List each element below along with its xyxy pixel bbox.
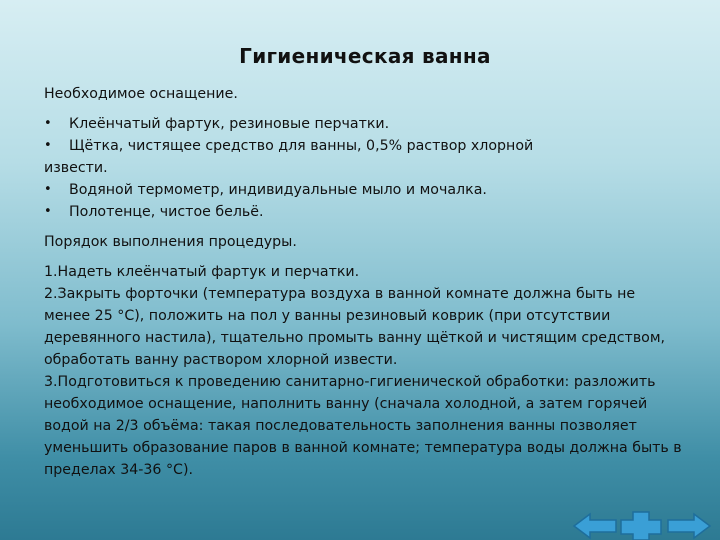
equipment-item bbox=[44, 179, 684, 201]
equipment-item-text: Клеёнчатый фартук, резиновые перчатки. bbox=[69, 116, 390, 132]
bullet-icon: • bbox=[44, 182, 52, 197]
slide-content bbox=[44, 83, 684, 481]
equipment-heading: Необходимое оснащение. bbox=[44, 86, 238, 102]
procedure-heading: Порядок выполнения процедуры. bbox=[44, 234, 297, 250]
equipment-item-text: Водяной термометр, индивидуальные мыло и мочалка. bbox=[69, 182, 487, 198]
bullet-icon: • bbox=[44, 204, 52, 219]
procedure-step: 1.Надеть клеёнчатый фартук и перчатки. bbox=[44, 264, 360, 280]
right-arrow-icon[interactable] bbox=[664, 510, 712, 540]
procedure-step: 3.Подготовиться к проведению санитарно-гигиенической обработки: разложить необходимое оснащение, наполнить ванну (сначала холодной, а затем горячей водой на 2/3 объёма: такая последовательность заполнения ванны позволяет уменьшить образование паров в ванной комнате; температура воды должна быть в пределах 34-36 °С). bbox=[44, 374, 682, 478]
procedure-step: 2.Закрыть форточки (температура воздуха в ванной комнате должна быть не менее 25 °С), положить на пол у ванны резиновый коврик (при отсутствии деревянного настила), тщательно промыть ванну щёткой и чистящим средством, обработать ванну раствором хлорной извести. bbox=[44, 286, 666, 368]
left-arrow-icon[interactable] bbox=[572, 510, 620, 540]
bullet-icon: • bbox=[44, 116, 52, 131]
navigation-bar bbox=[570, 510, 720, 540]
equipment-item bbox=[44, 201, 684, 223]
plus-home-icon[interactable] bbox=[617, 510, 665, 540]
equipment-item-continuation: извести. bbox=[44, 160, 108, 176]
equipment-item bbox=[44, 135, 684, 157]
equipment-item bbox=[44, 113, 684, 135]
slide-title: Гигиеническая ванна bbox=[239, 44, 491, 68]
bullet-icon: • bbox=[44, 138, 52, 153]
equipment-item-text: Полотенце, чистое бельё. bbox=[69, 204, 264, 220]
equipment-item-text: Щётка, чистящее средство для ванны, 0,5% раствор хлорной bbox=[69, 138, 534, 154]
